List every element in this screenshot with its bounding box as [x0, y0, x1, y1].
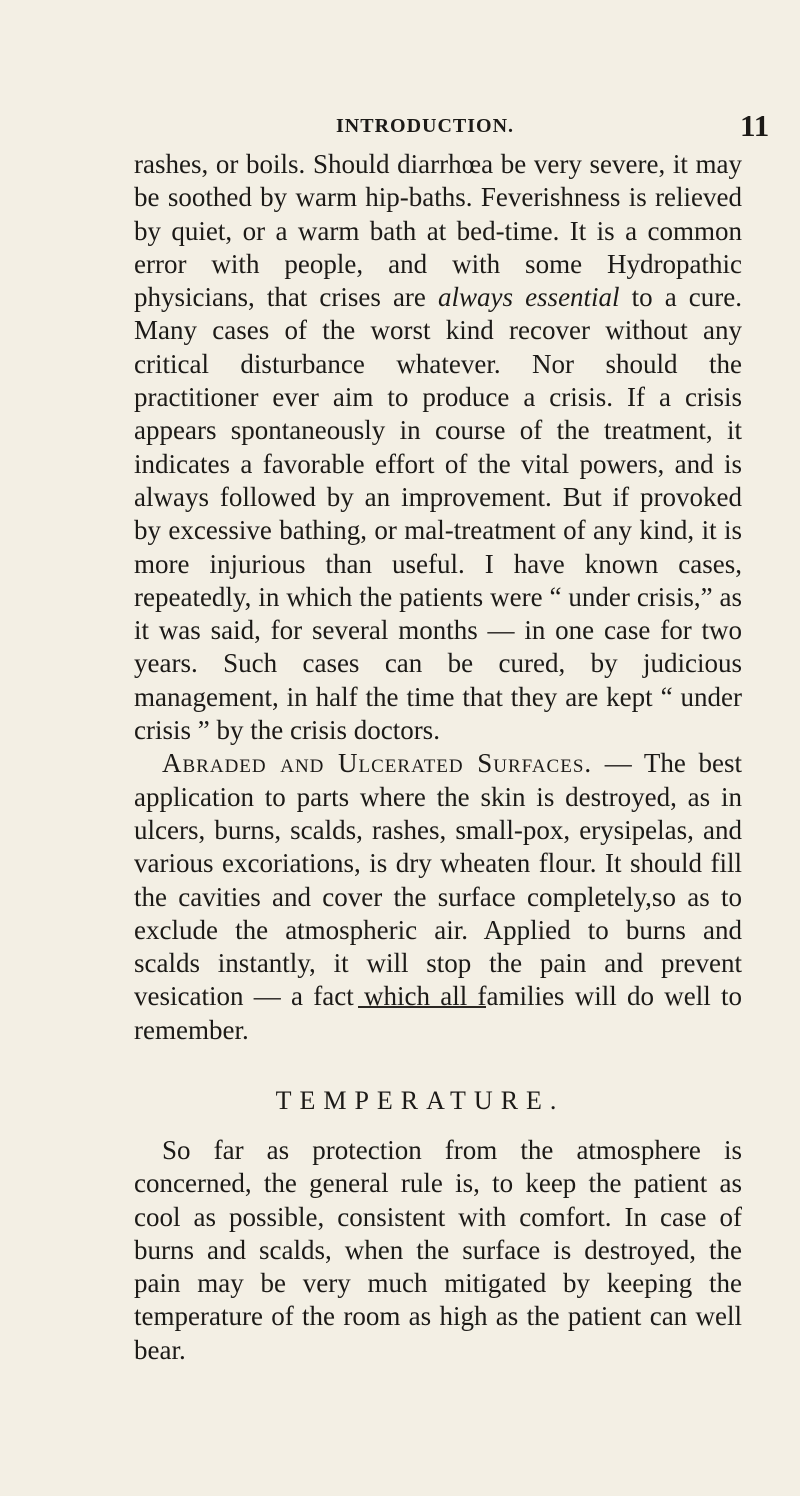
temperature-text [134, 1134, 742, 1367]
paragraph-crisis [134, 148, 742, 747]
paragraph-crisis-text-end: to a cure. Many cases of the worst kind recover without any critical disturbance whatever. Nor should the practitioner ever aim to produce a crisis. If a crisis appears spontaneously in course of the treatment, it indicates a favorable effort of the vital powers, and is always followed by an improvement. But if provoked by excessive bathing, or mal-treatment of any kind, it is more injurious than useful. I have known cases, repeatedly, in which the patients were “ under crisis,” as it was said, for several months — in one case for two years. Such cases can be cured, by judicious management, in half the time that they are kept “ under crisis ” by the crisis doctors. [134, 282, 742, 746]
running-title: INTRODUCTION. [336, 115, 515, 137]
paragraph-crisis-emphasis: always essential [437, 282, 620, 313]
page-number: 11 [740, 108, 770, 143]
main-text [134, 148, 742, 1047]
paragraph-abraded-surfaces [134, 747, 742, 1047]
paragraph-abraded-text: — The best application to parts where the skin is destroyed, as in ulcers, burns, scalds, rashes, small-pox, erysipelas, and various excoriations, is dry wheaten flour. It should fill the cavities and cover the surface completely,so as to exclude the atmospheric air. Applied to burns and scalds instantly, it will stop the pain and prevent vesication — a fact which all families will do well to remember. [134, 748, 742, 1045]
section-divider [358, 1006, 486, 1008]
paragraph-crisis-text-start: rashes, or boils. Should diarrhœa be very severe, it may be soothed by warm hip-baths. Feverishness is relieved by quiet, or a warm bath at bed-time. It is a common error with people, and with some Hydropathic physicians, that crises are [134, 149, 742, 313]
paragraph-abraded-heading: Abraded and Ulcerated Surfaces. [162, 748, 593, 779]
running-head [0, 96, 800, 143]
section-heading-temperature: TEMPERATURE. [275, 1086, 565, 1115]
paragraph-temperature: So far as protection from the atmosphere is concerned, the general rule is, to keep the patient as cool as possible, consistent with comfort. In case of burns and scalds, when the surface is destroyed, the pain may be very much mitigated by keeping the temperature of the room as high as the patient can well bear. [134, 1135, 742, 1365]
